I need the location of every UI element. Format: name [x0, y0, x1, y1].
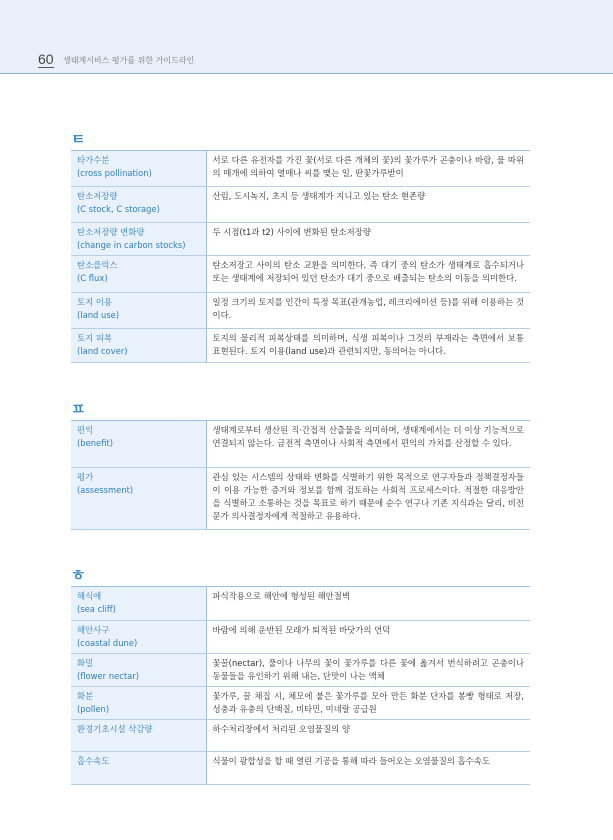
- definition-cell: 꽃꿀(nectar), 풀이나 나무의 꽃이 꽃가루를 다른 꽃에 옮겨서 번식하려고 곤충이나 동물들을 유인하기 위해 내는, 단맛이 나는 액체: [206, 654, 530, 687]
- term-korean: 흡수속도: [77, 756, 110, 766]
- term-korean: 화분: [77, 691, 94, 701]
- term-english: (land cover): [77, 346, 128, 356]
- definition-cell: 식물이 광합성을 할 때 열린 기공을 통해 따라 들어오는 오염물질의 흡수속도: [206, 752, 530, 785]
- term-english: (cross pollination): [77, 168, 152, 178]
- term-korean: 해식애: [77, 591, 102, 601]
- term-korean: 탄소플럭스: [77, 260, 118, 270]
- section-letter: ㅌ: [71, 130, 86, 148]
- term-korean: 평가: [77, 472, 94, 482]
- definition-cell: 하수처리장에서 처리된 오염물질의 양: [206, 720, 530, 752]
- term-english: (benefit): [77, 438, 114, 448]
- term-english: (land use): [77, 310, 120, 320]
- table-row: [71, 687, 530, 720]
- definition-cell: 바람에 의해 운반된 모래가 퇴적된 바닷가의 언덕: [206, 621, 530, 654]
- term-english: (pollen): [77, 704, 110, 714]
- term-korean: 화밀: [77, 658, 94, 668]
- section-t: [71, 128, 530, 363]
- term-cell: [71, 293, 206, 329]
- table-row: [71, 329, 530, 363]
- term-cell: [71, 687, 206, 720]
- table-row: [71, 621, 530, 654]
- term-korean: 해안사구: [77, 625, 110, 635]
- term-english: (change in carbon stocks): [77, 240, 186, 250]
- table-row: [71, 421, 530, 468]
- table-row: [71, 720, 530, 752]
- table-row: [71, 187, 530, 223]
- definition-cell: 꽃가루, 꿀 채집 시, 체모에 붙은 꽃가루를 모아 만든 화분 단자를 봉빵 형태로 저장, 성충과 유충의 단백질, 비타민, 미네랄 공급원: [206, 687, 530, 720]
- term-cell: [71, 256, 206, 293]
- term-cell: [71, 151, 206, 187]
- term-cell: [71, 752, 206, 785]
- section-p: [71, 398, 530, 530]
- table-row: [71, 223, 530, 256]
- term-korean: 토지 이용: [77, 297, 113, 307]
- definition-cell: 서로 다른 유전자를 가진 꽃(서로 다른 개체의 꽃)의 꽃가루가 곤충이나 바람, 물 따위의 매개에 의하여 열매나 씨를 맺는 일, 딴꽃가루받이: [206, 151, 530, 187]
- term-cell: [71, 720, 206, 752]
- definition-cell: 탄소저장고 사이의 탄소 교환을 의미한다. 즉 대기 중의 탄소가 생태계로 흡수되거나 또는 생태계에 저장되어 있던 탄소가 대기 중으로 배출되는 탄소의 이동을 의미한다.: [206, 256, 530, 293]
- term-cell: [71, 654, 206, 687]
- definition-cell: 일정 크기의 토지를 인간이 특정 목표(관개농업, 레크리에이션 등)를 위해 이용하는 것이다.: [206, 293, 530, 329]
- term-korean: 탄소저장량 변화량: [77, 227, 145, 237]
- running-title: 생태계서비스 평가를 위한 가이드라인: [63, 56, 195, 65]
- term-cell: [71, 621, 206, 654]
- table-row: [71, 587, 530, 621]
- definition-cell: 파식작용으로 해안에 형성된 해안절벽: [206, 587, 530, 621]
- definition-cell: 두 시점(t1과 t2) 사이에 변화된 탄소저장량: [206, 223, 530, 256]
- page-number: 60: [38, 51, 54, 67]
- definition-cell: 토지의 물리적 피복상태를 의미하며, 식생 피복이나 그것의 부재라는 측면에서 보통 표현된다. 토지 이용(land use)과 관련되지만, 동의어는 아니다.: [206, 329, 530, 363]
- term-cell: [71, 587, 206, 621]
- definition-cell: 관심 있는 시스템의 상태와 변화를 식별하기 위한 목적으로 연구자들과 정책결정자들이 이용 가능한 증거와 정보를 함께 검토하는 사회적 프로세스이다. 적절한 대응방안을 식별하고 소통하는 것을 목표로 하기 때문에 순수 연구나 기존 지식과는 달리, 비전문가 의사결정자에게 적절하고 유용하다.: [206, 468, 530, 530]
- definition-cell: 생태계로부터 생산된 직·간접적 산출물을 의미하며, 생태계에서는 더 이상 기능적으로 연결되지 않는다. 금전적 측면이나 사회적 측면에서 편익의 가치를 산정할 수 있다.: [206, 421, 530, 468]
- term-korean: 탄소저장량: [77, 191, 118, 201]
- term-korean: 타가수분: [77, 155, 110, 165]
- term-korean: 편익: [77, 425, 94, 435]
- table-row: [71, 654, 530, 687]
- term-english: (assessment): [77, 485, 134, 495]
- table-row: [71, 468, 530, 530]
- glossary-table: [71, 150, 530, 363]
- glossary-table: [71, 586, 530, 785]
- term-cell: [71, 223, 206, 256]
- table-row: [71, 293, 530, 329]
- page-header: [0, 0, 613, 74]
- term-cell: [71, 421, 206, 468]
- term-cell: [71, 187, 206, 223]
- table-row: [71, 151, 530, 187]
- section-letter: ㅎ: [71, 566, 86, 584]
- section-h: [71, 564, 530, 785]
- table-row: [71, 256, 530, 293]
- section-letter: ㅍ: [71, 400, 86, 418]
- term-korean: 토지 피복: [77, 333, 113, 343]
- definition-cell: 산림, 도시녹지, 초지 등 생태계가 지니고 있는 탄소 현존량: [206, 187, 530, 223]
- table-row: [71, 752, 530, 785]
- term-english: (sea cliff): [77, 604, 116, 614]
- term-english: (flower nectar): [77, 671, 139, 681]
- term-english: (C flux): [77, 273, 108, 283]
- term-korean: 환경기초시설 삭감량: [77, 724, 153, 734]
- glossary-table: [71, 420, 530, 530]
- term-cell: [71, 468, 206, 530]
- term-cell: [71, 329, 206, 363]
- term-english: (C stock, C storage): [77, 204, 160, 214]
- term-english: (coastal dune): [77, 638, 138, 648]
